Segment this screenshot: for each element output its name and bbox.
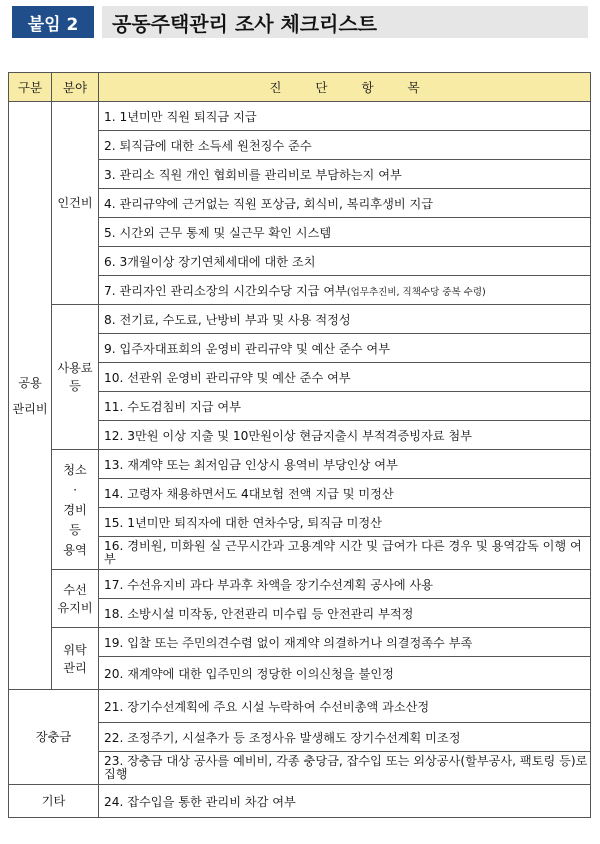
checklist-item: 1. 1년미만 직원 퇴직금 지급 (99, 102, 591, 131)
checklist-item: 8. 전기료, 수도료, 난방비 부과 및 사용 적정성 (99, 305, 591, 334)
checklist-item: 2. 퇴직금에 대한 소득세 원천징수 준수 (99, 131, 591, 160)
checklist-item: 12. 3만원 이상 지출 및 10만원이상 현금지출시 부적격증빙자료 첨부 (99, 421, 591, 450)
checklist-item: 16. 경비원, 미화원 실 근무시간과 고용계약 시간 및 급여가 다른 경우 및 용역감독 이행 여부 (99, 537, 591, 570)
checklist-item: 9. 입주자대표회의 운영비 관리규약 및 예산 준수 여부 (99, 334, 591, 363)
category-reserve-fund: 장충금 (9, 690, 99, 785)
field-personnel: 인건비 (52, 102, 99, 305)
checklist-item: 10. 선관위 운영비 관리규약 및 예산 준수 여부 (99, 363, 591, 392)
col-header-category: 구분 (9, 73, 52, 102)
category-other: 기타 (9, 785, 99, 818)
checklist-item: 17. 수선유지비 과다 부과후 차액을 장기수선계획 공사에 사용 (99, 570, 591, 599)
field-delegate: 위탁 관리 (52, 628, 99, 690)
checklist-item: 3. 관리소 직원 개인 협회비를 관리비로 부담하는지 여부 (99, 160, 591, 189)
field-repair: 수선 유지비 (52, 570, 99, 628)
checklist-item: 20. 재계약에 대한 입주민의 정당한 이의신청을 불인정 (99, 657, 591, 690)
item-7-note: (업무추진비, 직책수당 중복 수령) (346, 286, 486, 298)
col-header-field: 분야 (52, 73, 99, 102)
checklist-item: 14. 고령자 채용하면서도 4대보험 전액 지급 및 미정산 (99, 479, 591, 508)
checklist-item: 5. 시간외 근무 통제 및 실근무 확인 시스템 (99, 218, 591, 247)
appendix-badge: 붙임 2 (12, 6, 94, 38)
checklist-item: 4. 관리규약에 근거없는 직원 포상금, 회식비, 복리후생비 지급 (99, 189, 591, 218)
checklist-item (99, 276, 591, 305)
checklist-item: 13. 재계약 또는 최저임금 인상시 용역비 부당인상 여부 (99, 450, 591, 479)
checklist-item: 15. 1년미만 퇴직자에 대한 연차수당, 퇴직금 미정산 (99, 508, 591, 537)
checklist-item: 6. 3개월이상 장기연체세대에 대한 조치 (99, 247, 591, 276)
field-usage-fee: 사용료 등 (52, 305, 99, 450)
checklist-item: 19. 입찰 또는 주민의견수렴 없이 재계약 의결하거나 의결정족수 부족 (99, 628, 591, 657)
checklist-item: 23. 장충금 대상 공사를 예비비, 각종 충당금, 잡수입 또는 외상공사(할부공사, 팩토링 등)로 집행 (99, 752, 591, 785)
checklist-item: 11. 수도검침비 지급 여부 (99, 392, 591, 421)
col-header-items: 진 단 항 목 (99, 73, 591, 102)
page-title: 공동주택관리 조사 체크리스트 (102, 6, 588, 38)
checklist-item: 24. 잡수입을 통한 관리비 차감 여부 (99, 785, 591, 818)
checklist-item: 22. 조정주기, 시설추가 등 조정사유 발생해도 장기수선계획 미조정 (99, 723, 591, 752)
checklist-item: 18. 소방시설 미작동, 안전관리 미수립 등 안전관리 부적정 (99, 599, 591, 628)
checklist-item: 21. 장기수선계획에 주요 시설 누락하여 수선비총액 과소산정 (99, 690, 591, 723)
item-7-text: 7. 관리자인 관리소장의 시간외수당 지급 여부 (104, 283, 347, 298)
checklist-table (8, 72, 591, 818)
category-common-mgmt: 공용 관리비 (9, 102, 52, 690)
field-cleaning-security: 청소 · 경비 등 용역 (52, 450, 99, 570)
